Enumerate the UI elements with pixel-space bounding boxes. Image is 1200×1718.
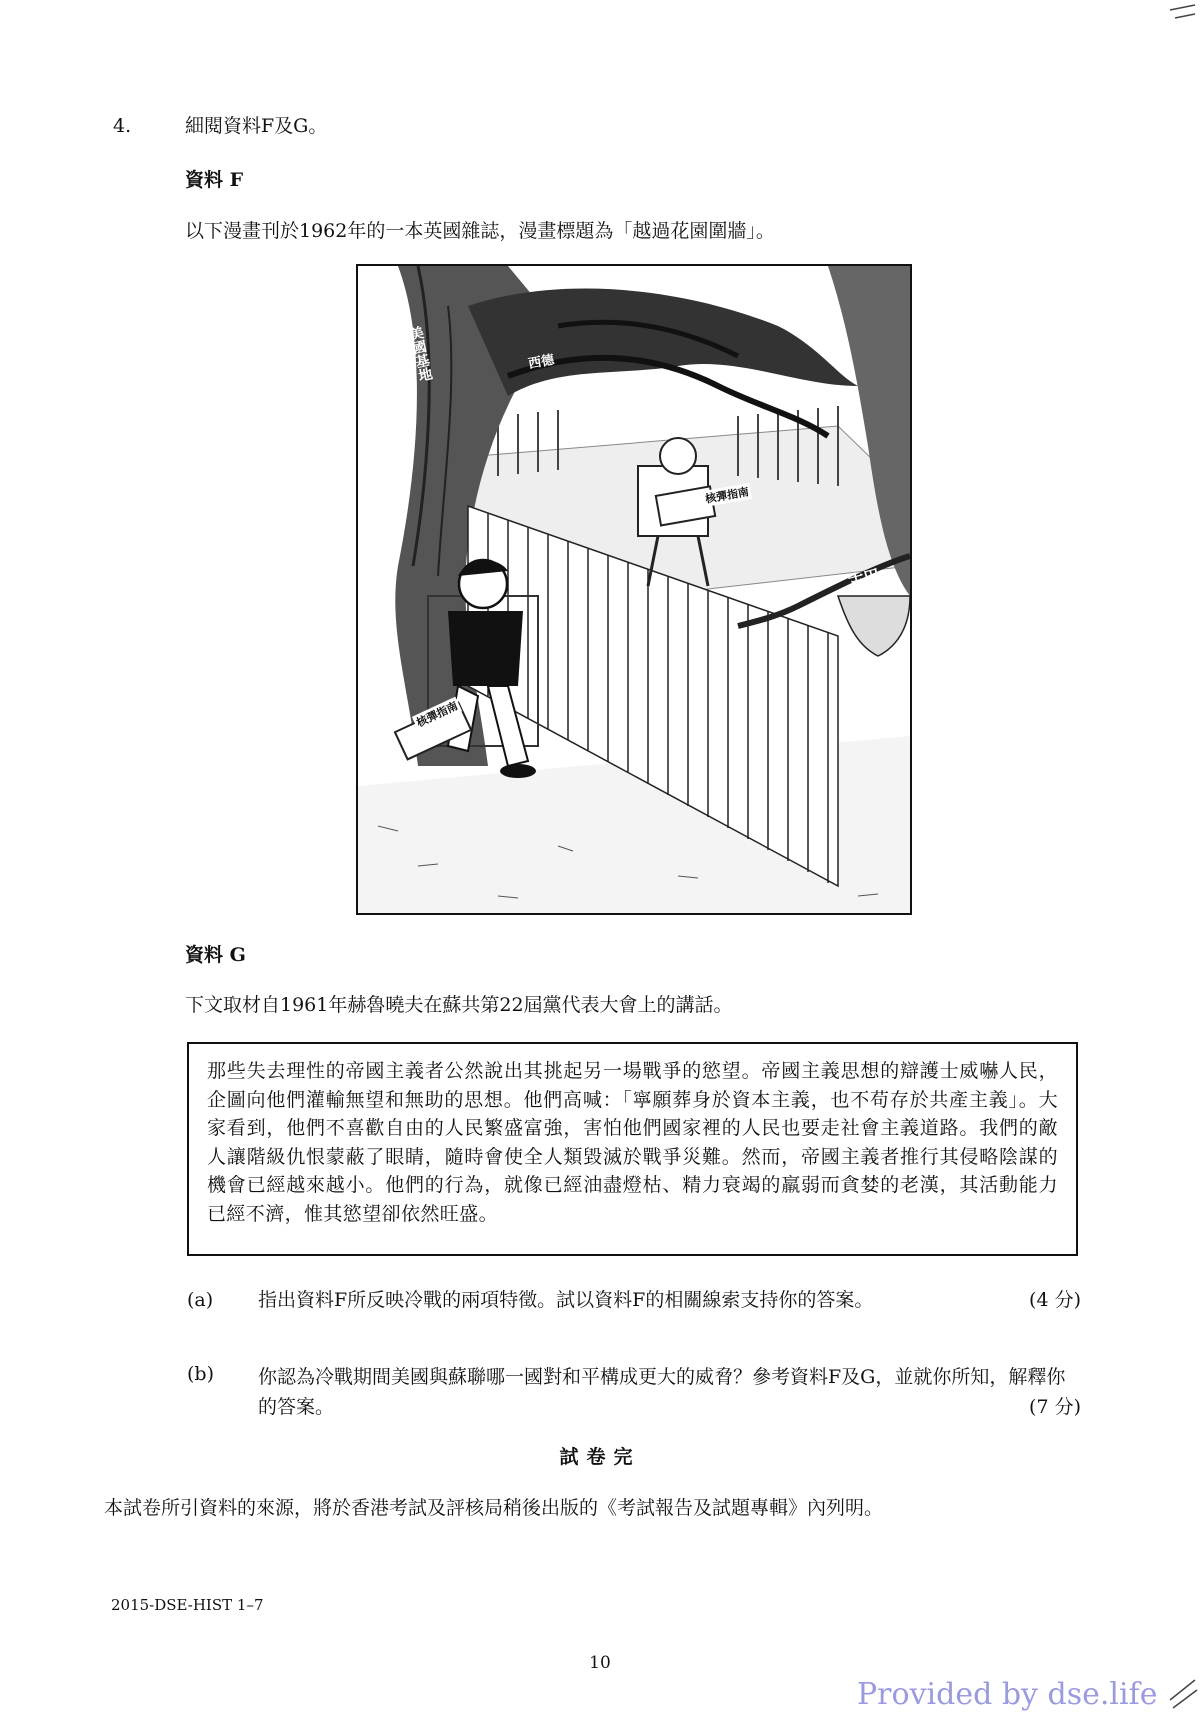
cartoon-drawing	[358, 266, 910, 913]
scan-mark-bottom-right	[1165, 1660, 1200, 1715]
part-b-text: 你認為冷戰期間美國與蘇聯哪一國對和平構成更大的威脅？參考資料F及G，並就你所知，解釋你的答案。	[258, 1366, 1066, 1418]
part-b-marks: (7 分)	[1029, 1396, 1081, 1418]
part-b-question	[258, 1362, 1081, 1422]
cold-war-cartoon	[356, 264, 912, 915]
watermark-link[interactable]: Provided by dse.life	[857, 1677, 1158, 1712]
cartoon-label-tree-base: 美國基地	[406, 324, 434, 384]
source-f-intro: 以下漫畫刊於1962年的一本英國雜誌，漫畫標題為「越過花園圍牆」。	[185, 220, 775, 242]
cartoon-label-cuba: 古巴	[846, 565, 883, 592]
part-a-text: 指出資料F所反映冷戰的兩項特徵。試以資料F的相關線索支持你的答案。	[258, 1289, 874, 1311]
part-a-marks: (4 分)	[1029, 1289, 1081, 1311]
part-a-question	[258, 1288, 1081, 1312]
source-g-heading: 資料 G	[185, 944, 246, 966]
cartoon-label-tree-foreign: 西德	[527, 352, 556, 373]
source-g-intro: 下文取材自1961年赫魯曉夫在蘇共第22屆黨代表大會上的講話。	[185, 994, 733, 1016]
end-of-paper: 試卷完	[559, 1446, 641, 1468]
question-stem: 細閱資料F及G。	[185, 115, 328, 137]
source-note: 本試卷所引資料的來源，將於香港考試及評核局稍後出版的《考試報告及試題專輯》內列明。	[104, 1497, 884, 1519]
part-a-label: (a)	[187, 1289, 214, 1311]
paper-code: 2015-DSE-HIST 1–7	[111, 1596, 264, 1614]
cartoon-label-newspaper-right: 核彈指南	[702, 483, 752, 507]
question-number: 4.	[113, 115, 132, 137]
part-b-label: (b)	[187, 1363, 214, 1385]
source-g-quote: 那些失去理性的帝國主義者公然說出其挑起另一場戰爭的慾望。帝國主義思想的辯護士威嚇人民，企圖向他們灌輸無望和無助的思想。他們高喊：「寧願葬身於資本主義，也不苟存於共產主義」。大家看到，他們不喜歡自由的人民繁盛富強，害怕他們國家裡的人民也要走社會主義道路。我們的敵人讓階級仇恨蒙蔽了眼睛，隨時會使全人類毀滅於戰爭災難。然而，帝國主義者推行其侵略陰謀的機會已經越來越小。他們的行為，就像已經油盡燈枯、精力衰竭的羸弱而貪婪的老漢，其活動能力已經不濟，惟其慾望卻依然旺盛。	[207, 1060, 1058, 1225]
source-f-heading: 資料 F	[185, 169, 244, 191]
cartoon-label-newspaper-left: 核彈指南	[412, 697, 462, 732]
page-number: 10	[589, 1653, 611, 1673]
source-g-quote-box	[187, 1042, 1078, 1256]
scan-mark-top-right	[1165, 0, 1200, 30]
